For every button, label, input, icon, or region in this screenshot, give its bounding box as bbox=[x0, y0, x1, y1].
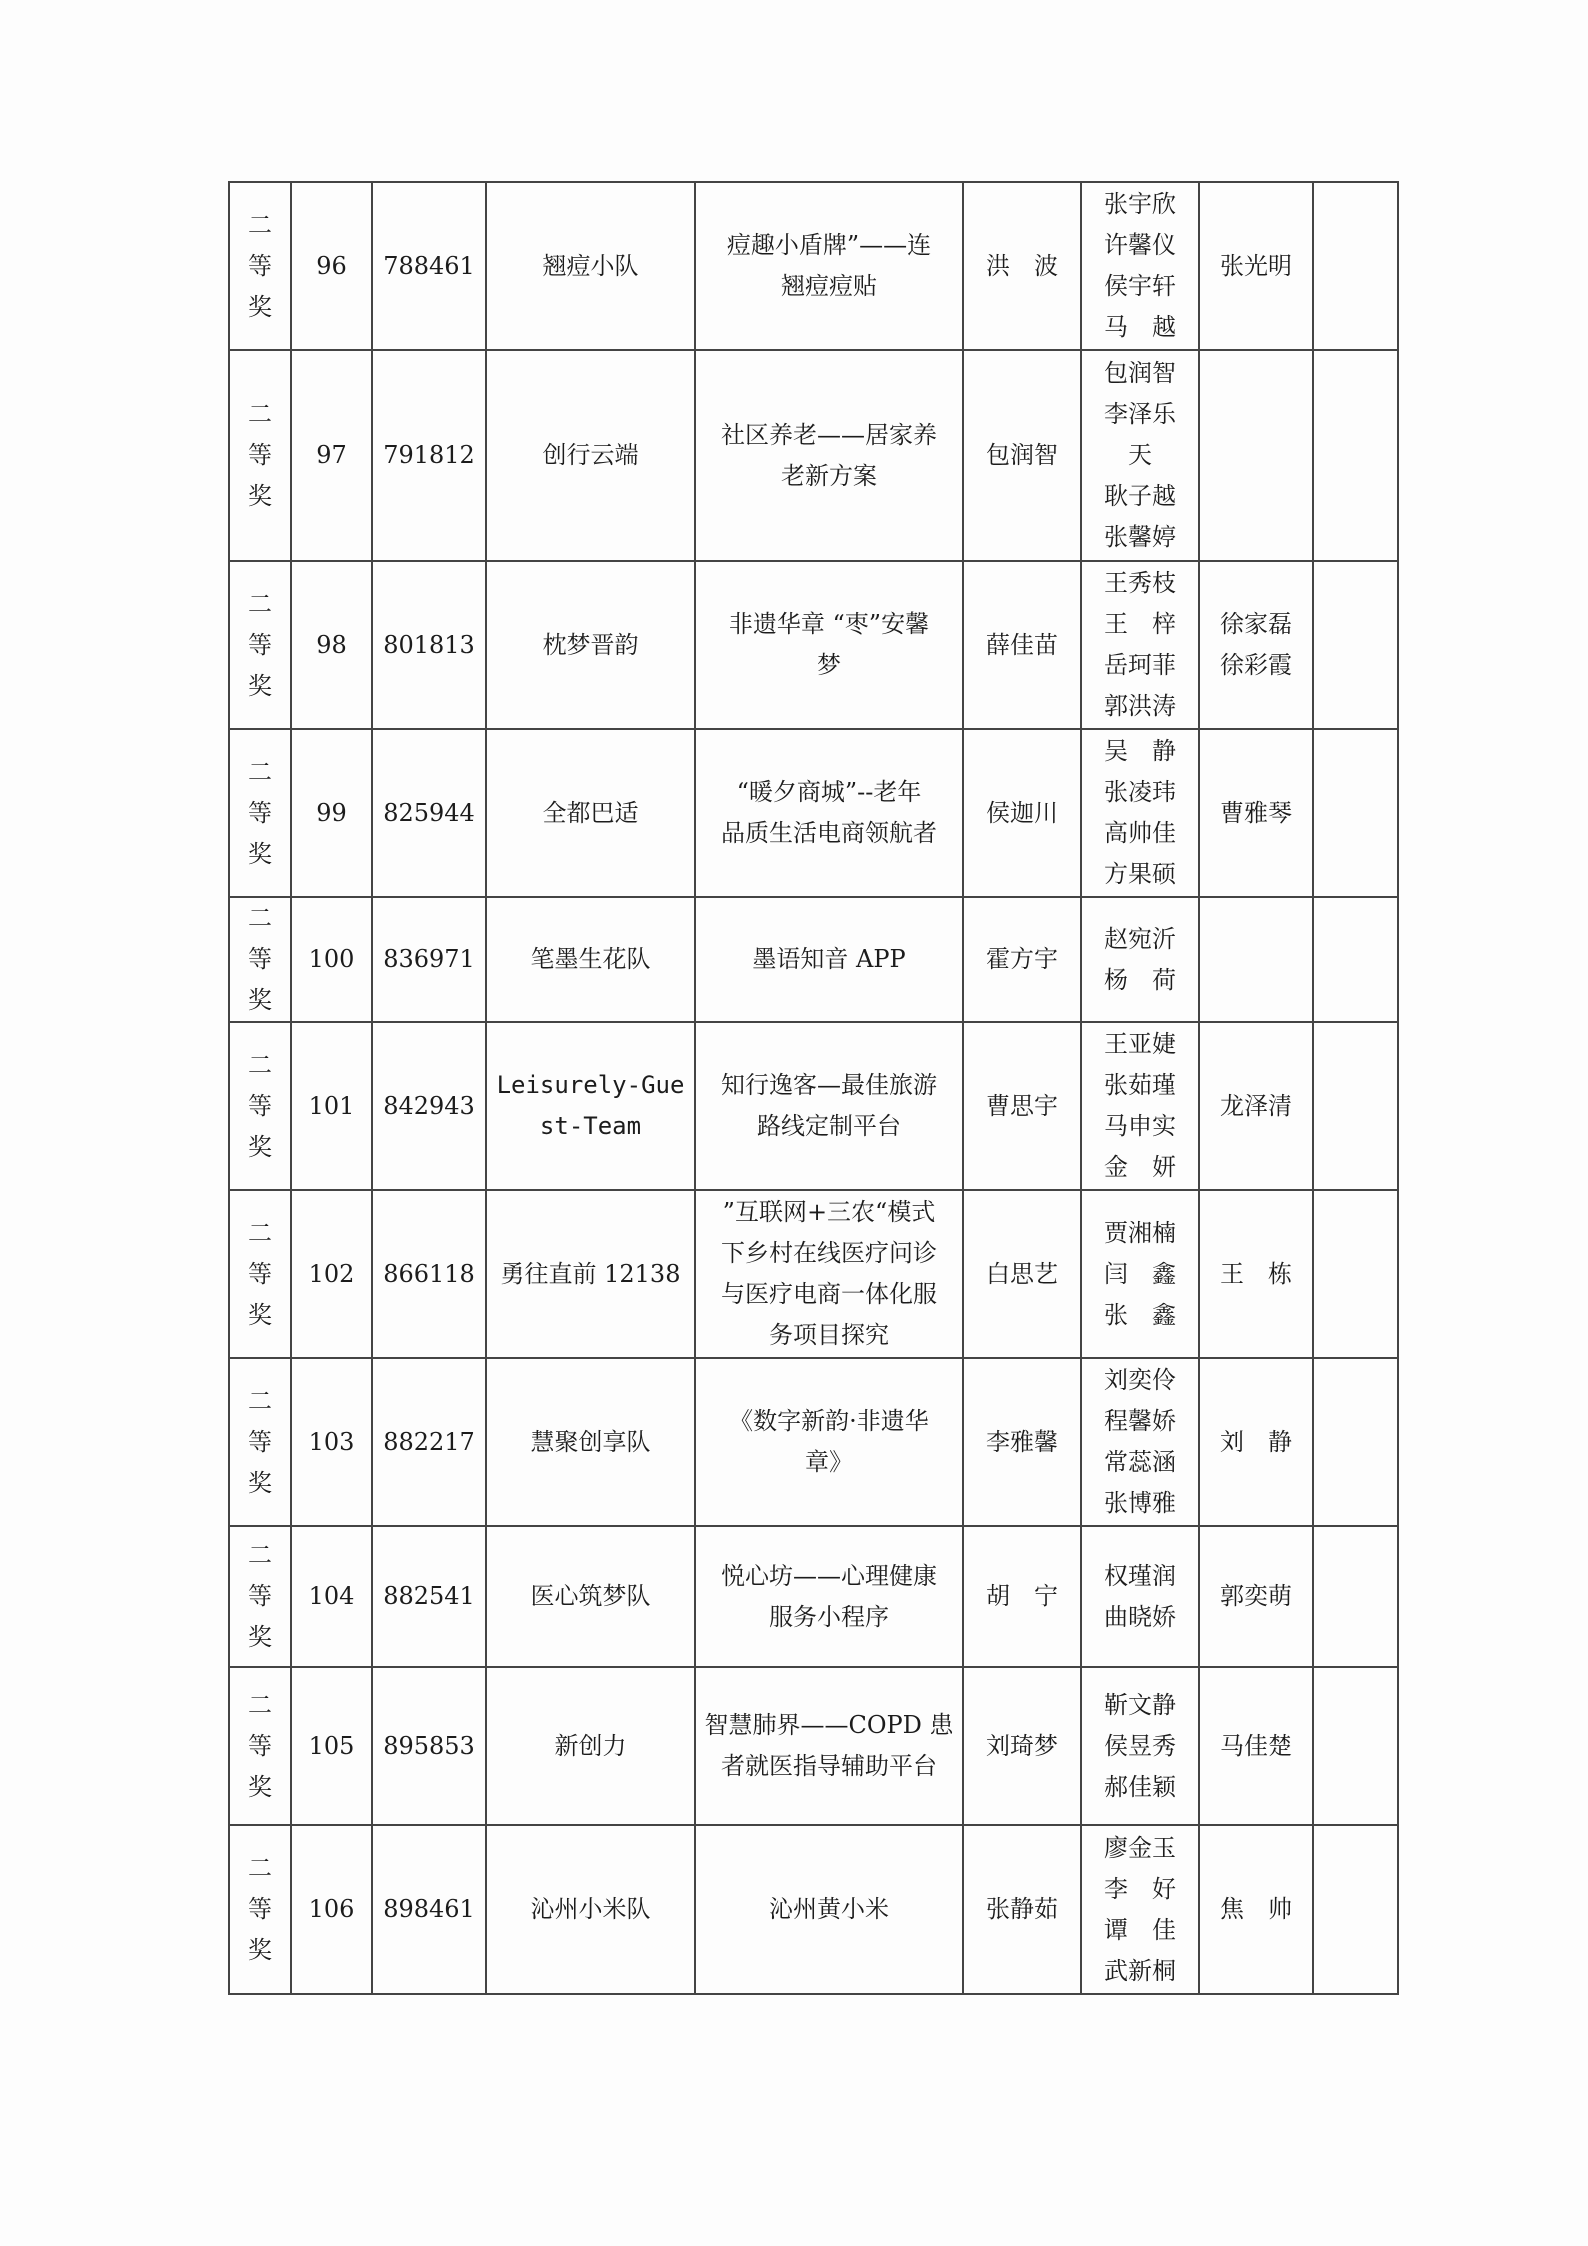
team-members-cell bbox=[1081, 1022, 1199, 1190]
advisor-name: 张光明 bbox=[1220, 251, 1292, 280]
prize-level-cell bbox=[229, 1825, 291, 1994]
team-member-name: 王 梓 bbox=[1104, 610, 1176, 638]
table-body bbox=[229, 182, 1398, 1994]
prize-level-char: 二 bbox=[248, 757, 272, 786]
prize-level-cell bbox=[229, 350, 291, 561]
project-name-cell bbox=[695, 182, 963, 350]
team-members-cell bbox=[1081, 1825, 1199, 1994]
prize-level-char: 二 bbox=[248, 1386, 272, 1415]
team-name-cell: 勇往直前 12138 bbox=[486, 1190, 695, 1358]
team-members-cell bbox=[1081, 897, 1199, 1022]
team-member-name: 吴 静 bbox=[1104, 737, 1176, 765]
prize-level-char: 奖 bbox=[248, 1468, 272, 1497]
team-member-name: 张博雅 bbox=[1104, 1489, 1176, 1517]
advisor-cell bbox=[1199, 1190, 1313, 1358]
advisor-cell bbox=[1199, 1358, 1313, 1526]
prize-level-char: 等 bbox=[248, 441, 272, 469]
serial-number-cell: 100 bbox=[291, 897, 372, 1022]
project-name-line: “暖夕商城”--老年 bbox=[736, 778, 922, 806]
team-member-name: 刘奕伶 bbox=[1104, 1366, 1176, 1394]
advisor-name: 王 栋 bbox=[1220, 1259, 1292, 1288]
prize-level-char: 二 bbox=[248, 1854, 272, 1882]
team-member-name: 郝佳颖 bbox=[1104, 1772, 1176, 1801]
prize-level-char: 二 bbox=[248, 210, 272, 239]
project-name-line: 非遗华章 “枣”安馨 bbox=[728, 610, 930, 638]
team-member-name: 天 bbox=[1128, 441, 1152, 469]
advisor-cell bbox=[1199, 729, 1313, 897]
prize-level-char: 二 bbox=[248, 1050, 272, 1079]
team-member-name: 金 妍 bbox=[1104, 1153, 1176, 1181]
team-member-name: 贾湘楠 bbox=[1104, 1218, 1176, 1247]
team-leader-cell: 胡 宁 bbox=[963, 1526, 1081, 1667]
note-cell bbox=[1313, 561, 1398, 729]
prize-level-cell bbox=[229, 182, 291, 350]
team-member-name: 耿子越 bbox=[1104, 482, 1176, 510]
advisor-cell bbox=[1199, 1526, 1313, 1667]
advisor-name: 焦 帅 bbox=[1220, 1895, 1292, 1923]
project-name-line: 与医疗电商一体化服 bbox=[721, 1280, 937, 1308]
prize-level-char: 等 bbox=[248, 798, 272, 827]
prize-level-char: 二 bbox=[248, 400, 272, 428]
team-member-name: 岳珂菲 bbox=[1104, 651, 1176, 679]
prize-level-char: 二 bbox=[248, 589, 272, 618]
team-member-name: 李泽乐 bbox=[1104, 400, 1176, 428]
team-member-name: 廖金玉 bbox=[1104, 1833, 1176, 1862]
serial-number-cell: 97 bbox=[291, 350, 372, 561]
note-cell bbox=[1313, 1190, 1398, 1358]
prize-level-cell bbox=[229, 1667, 291, 1825]
prize-level-cell bbox=[229, 1022, 291, 1190]
team-name-cell: 笔墨生花队 bbox=[486, 897, 695, 1022]
prize-level-char: 二 bbox=[248, 1690, 272, 1719]
project-name-line: 务项目探究 bbox=[769, 1321, 889, 1349]
project-name-line: 下乡村在线医疗问诊 bbox=[721, 1239, 937, 1267]
project-name-line: 章》 bbox=[805, 1448, 853, 1476]
advisor-cell bbox=[1199, 561, 1313, 729]
prize-level-char: 等 bbox=[248, 251, 272, 280]
team-code-cell: 866118 bbox=[372, 1190, 486, 1358]
project-name-line: 痘趣小盾牌”——连 bbox=[726, 231, 932, 259]
prize-level-char: 等 bbox=[248, 630, 272, 659]
serial-number-cell: 103 bbox=[291, 1358, 372, 1526]
project-name-line: 沁州黄小米 bbox=[769, 1895, 889, 1923]
team-leader-cell: 白思艺 bbox=[963, 1190, 1081, 1358]
prize-level-cell bbox=[229, 897, 291, 1022]
project-name-cell bbox=[695, 1526, 963, 1667]
project-name-line: 社区养老——居家养 bbox=[721, 420, 937, 449]
note-cell bbox=[1313, 897, 1398, 1022]
prize-level-char: 二 bbox=[248, 1541, 272, 1569]
note-cell bbox=[1313, 1358, 1398, 1526]
team-member-name: 杨 荷 bbox=[1104, 965, 1176, 994]
advisor-name: 郭奕萌 bbox=[1220, 1582, 1292, 1610]
advisor-name: 徐彩霞 bbox=[1220, 651, 1292, 679]
team-name-cell: 新创力 bbox=[486, 1667, 695, 1825]
prize-level-char: 奖 bbox=[248, 1300, 272, 1329]
team-name-cell: 慧聚创享队 bbox=[486, 1358, 695, 1526]
team-member-name: 马申实 bbox=[1104, 1112, 1176, 1140]
table-row bbox=[229, 1667, 1398, 1825]
prize-level-char: 奖 bbox=[248, 482, 272, 510]
team-code-cell: 882217 bbox=[372, 1358, 486, 1526]
project-name-cell bbox=[695, 1667, 963, 1825]
note-cell bbox=[1313, 1825, 1398, 1994]
prize-level-char: 等 bbox=[248, 1427, 272, 1456]
prize-level-char: 等 bbox=[248, 1582, 272, 1610]
project-name-line: 服务小程序 bbox=[769, 1602, 889, 1631]
advisor-name: 刘 静 bbox=[1220, 1427, 1292, 1456]
team-leader-cell: 刘琦梦 bbox=[963, 1667, 1081, 1825]
team-member-name: 武新桐 bbox=[1104, 1956, 1176, 1985]
table-row bbox=[229, 561, 1398, 729]
prize-level-char: 等 bbox=[248, 1259, 272, 1288]
project-name-cell bbox=[695, 350, 963, 561]
team-member-name: 赵宛沂 bbox=[1104, 924, 1176, 953]
project-name-cell bbox=[695, 561, 963, 729]
team-code-cell: 825944 bbox=[372, 729, 486, 897]
team-member-name: 郭洪涛 bbox=[1104, 692, 1176, 720]
team-name-cell: 全都巴适 bbox=[486, 729, 695, 897]
team-code-cell: 801813 bbox=[372, 561, 486, 729]
serial-number-cell: 99 bbox=[291, 729, 372, 897]
prize-level-cell bbox=[229, 1190, 291, 1358]
team-member-name: 包润智 bbox=[1104, 359, 1176, 387]
prize-level-char: 奖 bbox=[248, 1132, 272, 1161]
team-member-name: 高帅佳 bbox=[1104, 819, 1176, 847]
team-code-cell: 882541 bbox=[372, 1526, 486, 1667]
serial-number-cell: 101 bbox=[291, 1022, 372, 1190]
project-name-line: 悦心坊——心理健康 bbox=[721, 1561, 937, 1590]
advisor-name: 龙泽清 bbox=[1220, 1091, 1292, 1120]
team-name-cell: 翘痘小队 bbox=[486, 182, 695, 350]
team-name-cell: 创行云端 bbox=[486, 350, 695, 561]
team-member-name: 张凌玮 bbox=[1104, 778, 1176, 806]
team-code-cell: 895853 bbox=[372, 1667, 486, 1825]
prize-level-char: 等 bbox=[248, 1731, 272, 1760]
project-name-line: 知行逸客—最佳旅游 bbox=[721, 1071, 937, 1099]
team-member-name: 曲晓娇 bbox=[1104, 1602, 1176, 1631]
project-name-cell bbox=[695, 1825, 963, 1994]
team-member-name: 靳文静 bbox=[1104, 1690, 1176, 1719]
table-row bbox=[229, 1190, 1398, 1358]
advisor-name: 徐家磊 bbox=[1220, 610, 1292, 638]
serial-number-cell: 104 bbox=[291, 1526, 372, 1667]
prize-level-char: 奖 bbox=[248, 1623, 272, 1651]
project-name-cell bbox=[695, 729, 963, 897]
table-row bbox=[229, 1825, 1398, 1994]
team-code-cell: 791812 bbox=[372, 350, 486, 561]
team-member-name: 谭 佳 bbox=[1104, 1915, 1176, 1944]
project-name-cell bbox=[695, 1358, 963, 1526]
prize-level-cell bbox=[229, 1526, 291, 1667]
team-code-cell: 898461 bbox=[372, 1825, 486, 1994]
note-cell bbox=[1313, 1526, 1398, 1667]
prize-level-char: 等 bbox=[248, 945, 272, 973]
project-name-line: 墨语知音 APP bbox=[752, 945, 906, 973]
note-cell bbox=[1313, 729, 1398, 897]
team-member-name: 王秀枝 bbox=[1104, 569, 1176, 597]
serial-number-cell: 106 bbox=[291, 1825, 372, 1994]
prize-level-char: 等 bbox=[248, 1091, 272, 1120]
advisor-cell bbox=[1199, 182, 1313, 350]
prize-level-char: 等 bbox=[248, 1895, 272, 1923]
team-leader-cell: 侯迦川 bbox=[963, 729, 1081, 897]
serial-number-cell: 105 bbox=[291, 1667, 372, 1825]
prize-level-char: 奖 bbox=[248, 1936, 272, 1964]
team-code-cell: 836971 bbox=[372, 897, 486, 1022]
team-leader-cell: 霍方宇 bbox=[963, 897, 1081, 1022]
table-row bbox=[229, 729, 1398, 897]
prize-level-char: 奖 bbox=[248, 292, 272, 321]
project-name-cell bbox=[695, 1190, 963, 1358]
note-cell bbox=[1313, 182, 1398, 350]
note-cell bbox=[1313, 350, 1398, 561]
project-name-line: 者就医指导辅助平台 bbox=[721, 1752, 937, 1780]
project-name-line: 智慧肺界——COPD 患 bbox=[704, 1711, 954, 1739]
table-row bbox=[229, 182, 1398, 350]
table-row bbox=[229, 1022, 1398, 1190]
advisor-cell bbox=[1199, 350, 1313, 561]
team-member-name: 张 鑫 bbox=[1104, 1300, 1176, 1329]
project-name-line: 品质生活电商领航者 bbox=[721, 819, 937, 847]
project-name-line: 翘痘痘贴 bbox=[781, 272, 877, 300]
team-name-cell: 沁州小米队 bbox=[486, 1825, 695, 1994]
project-name-cell bbox=[695, 897, 963, 1022]
project-name-line: 梦 bbox=[817, 651, 841, 679]
project-name-cell bbox=[695, 1022, 963, 1190]
team-name-cell: 枕梦晋韵 bbox=[486, 561, 695, 729]
team-member-name: 闫 鑫 bbox=[1104, 1259, 1176, 1288]
project-name-line: 老新方案 bbox=[781, 461, 877, 490]
team-leader-cell: 张静茹 bbox=[963, 1825, 1081, 1994]
team-member-name: 程馨娇 bbox=[1104, 1407, 1176, 1435]
serial-number-cell: 96 bbox=[291, 182, 372, 350]
team-member-name: 常蕊涵 bbox=[1104, 1448, 1176, 1476]
project-name-line: ”互联网+三农“模式 bbox=[722, 1198, 936, 1226]
serial-number-cell: 98 bbox=[291, 561, 372, 729]
team-member-name: 李 好 bbox=[1104, 1874, 1176, 1903]
team-member-name: 张宇欣 bbox=[1104, 190, 1176, 218]
project-name-line: 路线定制平台 bbox=[757, 1112, 901, 1140]
prize-level-char: 二 bbox=[248, 1218, 272, 1247]
team-leader-cell: 包润智 bbox=[963, 350, 1081, 561]
team-name-cell: 医心筑梦队 bbox=[486, 1526, 695, 1667]
prize-level-char: 二 bbox=[248, 904, 272, 932]
team-members-cell bbox=[1081, 1667, 1199, 1825]
advisor-name: 曹雅琴 bbox=[1220, 798, 1292, 827]
team-members-cell bbox=[1081, 350, 1199, 561]
team-code-cell: 842943 bbox=[372, 1022, 486, 1190]
note-cell bbox=[1313, 1022, 1398, 1190]
prize-level-cell bbox=[229, 1358, 291, 1526]
team-leader-cell: 李雅馨 bbox=[963, 1358, 1081, 1526]
team-member-name: 许馨仪 bbox=[1104, 231, 1176, 259]
table-row bbox=[229, 1526, 1398, 1667]
team-member-name: 侯昱秀 bbox=[1104, 1731, 1176, 1760]
team-members-cell bbox=[1081, 182, 1199, 350]
team-member-name: 张馨婷 bbox=[1104, 523, 1176, 551]
prize-level-char: 奖 bbox=[248, 671, 272, 700]
serial-number-cell: 102 bbox=[291, 1190, 372, 1358]
team-members-cell bbox=[1081, 1190, 1199, 1358]
prize-level-cell bbox=[229, 729, 291, 897]
award-table bbox=[228, 181, 1399, 1995]
team-member-name: 侯宇轩 bbox=[1104, 272, 1176, 300]
team-leader-cell: 薛佳苗 bbox=[963, 561, 1081, 729]
advisor-cell bbox=[1199, 1022, 1313, 1190]
advisor-cell bbox=[1199, 897, 1313, 1022]
team-code-cell: 788461 bbox=[372, 182, 486, 350]
team-member-name: 权瑾润 bbox=[1104, 1561, 1176, 1590]
team-leader-cell: 曹思宇 bbox=[963, 1022, 1081, 1190]
team-members-cell bbox=[1081, 1358, 1199, 1526]
advisor-name: 马佳楚 bbox=[1220, 1731, 1292, 1760]
team-members-cell bbox=[1081, 561, 1199, 729]
project-name-line: 《数字新韵·非遗华 bbox=[729, 1407, 929, 1435]
team-members-cell bbox=[1081, 729, 1199, 897]
team-member-name: 方果硕 bbox=[1104, 860, 1176, 888]
table-row bbox=[229, 897, 1398, 1022]
note-cell bbox=[1313, 1667, 1398, 1825]
prize-level-char: 奖 bbox=[248, 1772, 272, 1801]
prize-level-char: 奖 bbox=[248, 986, 272, 1014]
advisor-cell bbox=[1199, 1667, 1313, 1825]
team-member-name: 王亚婕 bbox=[1104, 1030, 1176, 1058]
table-row bbox=[229, 1358, 1398, 1526]
team-leader-cell: 洪 波 bbox=[963, 182, 1081, 350]
team-members-cell bbox=[1081, 1526, 1199, 1667]
team-name-cell: Leisurely-Guest-Team bbox=[486, 1022, 695, 1190]
prize-level-char: 奖 bbox=[248, 839, 272, 868]
team-member-name: 马 越 bbox=[1104, 313, 1176, 341]
team-member-name: 张茹瑾 bbox=[1104, 1071, 1176, 1099]
prize-level-cell bbox=[229, 561, 291, 729]
advisor-cell bbox=[1199, 1825, 1313, 1994]
table-row bbox=[229, 350, 1398, 561]
